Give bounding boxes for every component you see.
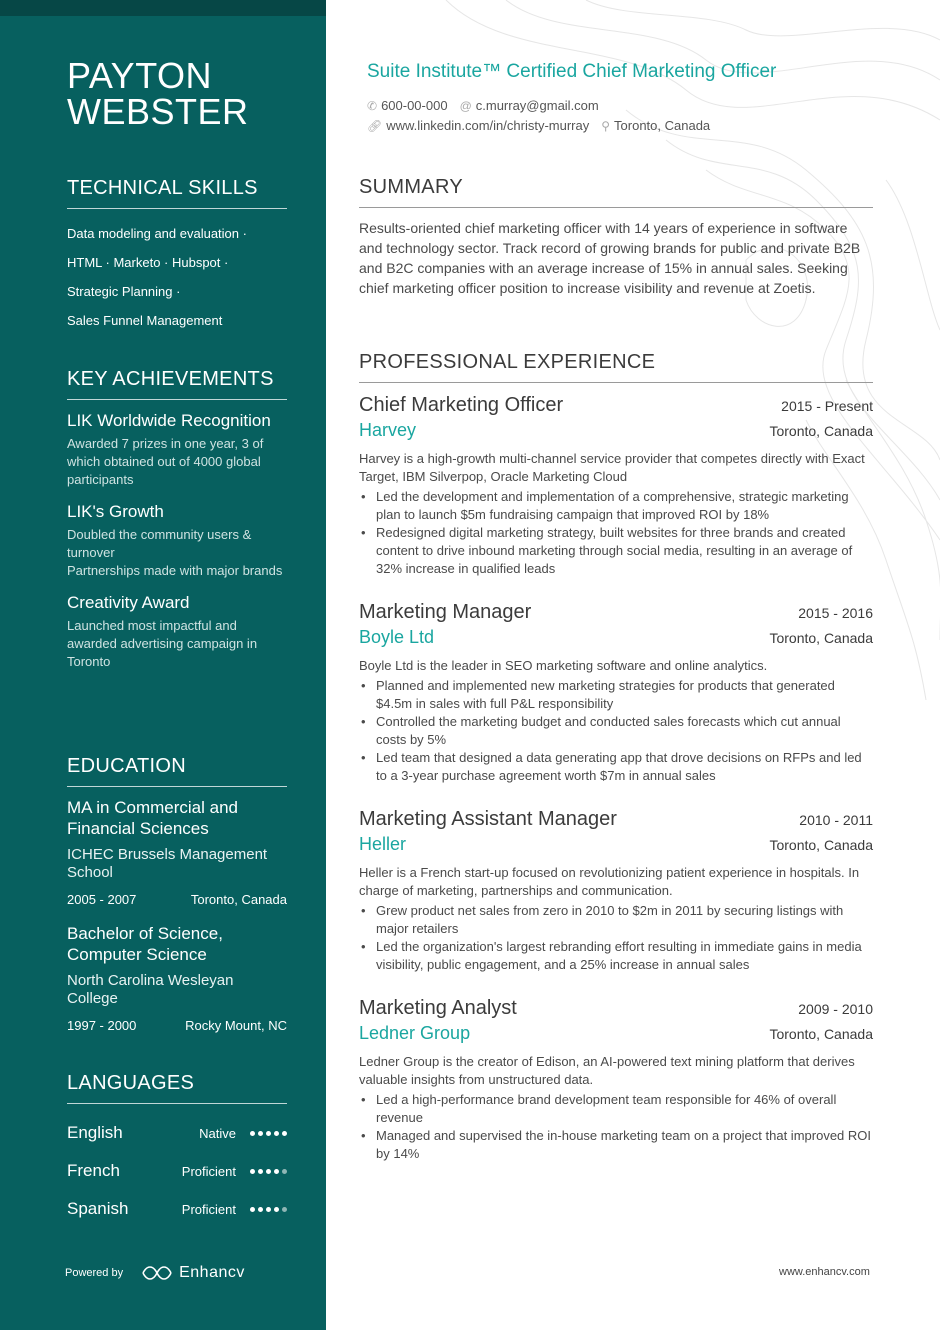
- job-title: Marketing Analyst: [359, 997, 517, 1019]
- technical-skills-section: [67, 176, 287, 335]
- language-list: [67, 1114, 287, 1228]
- job-header: [359, 392, 873, 418]
- job-dates: 2010 - 2011: [799, 812, 873, 828]
- job-bullet: • Led the development and implementation of a comprehensive, strategic marketing plan to launch $5m fundraising campaign that improved ROI by 18%: [359, 488, 873, 524]
- first-name: PAYTON: [67, 55, 213, 96]
- job-bullets: [359, 902, 873, 974]
- language-rating: [250, 1169, 287, 1174]
- achievement-description: Doubled the community users & turnover Partnerships made with major brands: [67, 527, 283, 578]
- job-title: Marketing Assistant Manager: [359, 808, 617, 830]
- language-name: French: [67, 1161, 120, 1180]
- contact-phone[interactable]: [367, 98, 448, 113]
- education-dates: 1997 - 2000: [67, 1018, 137, 1033]
- language-row: [67, 1152, 287, 1190]
- rating-dot: [266, 1131, 271, 1136]
- rating-dot: [266, 1207, 271, 1212]
- last-name: WEBSTER: [67, 91, 249, 132]
- rating-dot: [282, 1207, 287, 1212]
- education-degree: Bachelor of Science, Computer Science: [67, 924, 223, 964]
- job-bullet: • Led a high-performance brand development team responsible for 46% of overall revenue: [359, 1091, 873, 1127]
- skill-item: HTML · Marketo · Hubspot ·: [67, 255, 229, 270]
- achievement-description: Awarded 7 prizes in one year, 3 of which obtained out of 4000 global participants: [67, 436, 264, 487]
- job-entry: [359, 392, 873, 578]
- powered-by: [65, 1264, 245, 1282]
- job-header: [359, 599, 873, 625]
- language-level: Proficient: [181, 1163, 236, 1179]
- job-title: Chief Marketing Officer: [359, 394, 564, 416]
- languages-section: [67, 1071, 287, 1228]
- achievement-title: Creativity Award: [67, 593, 190, 612]
- phone-text: 600-00-000: [381, 98, 448, 113]
- phone-icon: ✆: [367, 98, 378, 113]
- job-entry: [359, 806, 873, 974]
- job-bullets: [359, 677, 873, 785]
- job-bullet: • Redesigned digital marketing strategy, built websites for three brands and created content to drive inbound marketing through social media, resulting in an average of 32% increase in qualified leads: [359, 524, 873, 578]
- key-achievements-title: KEY ACHIEVEMENTS: [67, 367, 287, 400]
- headline: Suite Institute™ Certified Chief Marketing Officer: [367, 61, 777, 82]
- job-description: Harvey is a high-growth multi-channel service provider that competes directly with Exact Target, IBM Silverpop, Oracle Marketing Cloud: [359, 451, 865, 484]
- job-company: Heller: [359, 834, 407, 854]
- enhancv-logo[interactable]: [141, 1264, 245, 1282]
- job-location: Toronto, Canada: [769, 423, 873, 439]
- job-description: Boyle Ltd is the leader in SEO marketing software and online analytics.: [359, 658, 768, 673]
- contact-row-2: [367, 118, 722, 133]
- job-description: Heller is a French start-up focused on revolutionizing patient experience in hospitals. In charge of marketing, partnerships and communication.: [359, 865, 860, 898]
- job-bullet: • Led the organization's largest rebranding effort resulting in immediate gains in media visibility, public engagement, and a 25% increase in annual sales: [359, 938, 873, 974]
- job-location: Toronto, Canada: [769, 1026, 873, 1042]
- linkedin-text: www.linkedin.com/in/christy-murray: [386, 118, 590, 133]
- summary-text: Results-oriented chief marketing officer with 14 years of experience in software and technology sector. Track record of growing brands for public and private B2B and B2C companies with an average increase of 15% in annual sales. Seeking chief marketing officer position to increase visibility and revenue at Zoetis.: [359, 220, 861, 296]
- powered-by-label: Powered by: [65, 1267, 124, 1279]
- sidebar: [0, 0, 326, 1330]
- job-company: Ledner Group: [359, 1023, 471, 1043]
- skill-item: Sales Funnel Management: [67, 313, 223, 328]
- rating-dot: [258, 1207, 263, 1212]
- education-title: EDUCATION: [67, 754, 287, 787]
- contact-email[interactable]: [460, 98, 599, 113]
- job-company-row: [359, 625, 873, 649]
- language-row: [67, 1114, 287, 1152]
- job-entry: [359, 995, 873, 1163]
- link-icon: 🔗︎: [367, 118, 383, 133]
- contact-location: [601, 118, 710, 133]
- rating-dot: [282, 1169, 287, 1174]
- education-school: ICHEC Brussels Management School: [67, 846, 268, 881]
- education-dates: 2005 - 2007: [67, 892, 137, 907]
- job-company-row: [359, 832, 873, 856]
- rating-dot: [274, 1169, 279, 1174]
- job-company: Harvey: [359, 420, 417, 440]
- achievement-description: Launched most impactful and awarded advertising campaign in Toronto: [67, 618, 258, 669]
- language-row: [67, 1190, 287, 1228]
- location-text: Toronto, Canada: [614, 118, 711, 133]
- language-level: Proficient: [181, 1201, 236, 1217]
- achievement-title: LIK's Growth: [67, 502, 164, 521]
- experience-title: PROFESSIONAL EXPERIENCE: [359, 351, 873, 383]
- job-bullets: [359, 1091, 873, 1163]
- footer-url[interactable]: www.enhancv.com: [779, 1266, 870, 1278]
- job-location: Toronto, Canada: [769, 837, 873, 853]
- contact-linkedin[interactable]: [367, 118, 589, 133]
- job-dates: 2015 - Present: [781, 398, 873, 414]
- education-section: [67, 754, 287, 1049]
- job-company: Boyle Ltd: [359, 627, 435, 647]
- enhancv-brand: Enhancv: [179, 1264, 245, 1281]
- education-degree: MA in Commercial and Financial Sciences: [67, 798, 239, 838]
- job-dates: 2015 - 2016: [798, 605, 873, 621]
- rating-dot: [258, 1131, 263, 1136]
- summary-title: SUMMARY: [359, 176, 873, 208]
- job-bullet: • Grew product net sales from zero in 2010 to $2m in 2011 by securing listings with major retailers: [359, 902, 873, 938]
- job-bullet: • Managed and supervised the in-house marketing team on a project that improved ROI by 14%: [359, 1127, 873, 1163]
- job-company-row: [359, 418, 873, 442]
- job-header: [359, 806, 873, 832]
- rating-dot: [266, 1169, 271, 1174]
- technical-skills-title: TECHNICAL SKILLS: [67, 176, 287, 209]
- job-title: Marketing Manager: [359, 601, 532, 623]
- education-meta: [67, 1018, 287, 1033]
- rating-dot: [282, 1131, 287, 1136]
- rating-dot: [274, 1207, 279, 1212]
- education-location: Toronto, Canada: [190, 892, 287, 907]
- at-icon: @: [459, 98, 472, 113]
- achievement-title: LIK Worldwide Recognition: [67, 411, 271, 430]
- job-bullet: • Led team that designed a data generating app that drove decisions on RFPs and led to a 3-year purchase agreement worth $7m in annual sales: [359, 749, 873, 785]
- language-name: English: [67, 1123, 123, 1142]
- job-bullets: [359, 488, 873, 578]
- language-rating: [250, 1131, 287, 1136]
- education-location: Rocky Mount, NC: [185, 1018, 287, 1033]
- rating-dot: [250, 1169, 255, 1174]
- rating-dot: [250, 1131, 255, 1136]
- skill-item: Strategic Planning ·: [67, 284, 181, 299]
- education-school: North Carolina Wesleyan College: [67, 972, 234, 1007]
- email-text: c.murray@gmail.com: [475, 98, 599, 113]
- rating-dot: [274, 1131, 279, 1136]
- enhancv-logo-icon: [141, 1265, 173, 1281]
- language-name: Spanish: [67, 1199, 129, 1218]
- job-entry: [359, 599, 873, 785]
- candidate-name: [67, 55, 249, 132]
- skill-item: Data modeling and evaluation ·: [67, 226, 247, 241]
- job-company-row: [359, 1021, 873, 1045]
- rating-dot: [250, 1207, 255, 1212]
- languages-title: LANGUAGES: [67, 1071, 287, 1104]
- sidebar-top-strip: [0, 0, 326, 16]
- education-meta: [67, 892, 287, 907]
- contact-row-1: [367, 98, 611, 113]
- job-dates: 2009 - 2010: [798, 1001, 873, 1017]
- language-rating: [250, 1207, 287, 1212]
- key-achievements-section: [67, 367, 287, 683]
- job-description: Ledner Group is the creator of Edison, an AI-powered text mining platform that derives valuable insights from unstructured data.: [359, 1054, 855, 1087]
- language-level: Native: [199, 1125, 236, 1141]
- rating-dot: [258, 1169, 263, 1174]
- job-location: Toronto, Canada: [769, 630, 873, 646]
- job-header: [359, 995, 873, 1021]
- pin-icon: ⚲: [601, 118, 611, 133]
- job-bullet: • Planned and implemented new marketing strategies for products that generated $4.5m in sales with full P&L responsibility: [359, 677, 873, 713]
- job-bullet: • Controlled the marketing budget and conducted sales forecasts which cut annual costs by 5%: [359, 713, 873, 749]
